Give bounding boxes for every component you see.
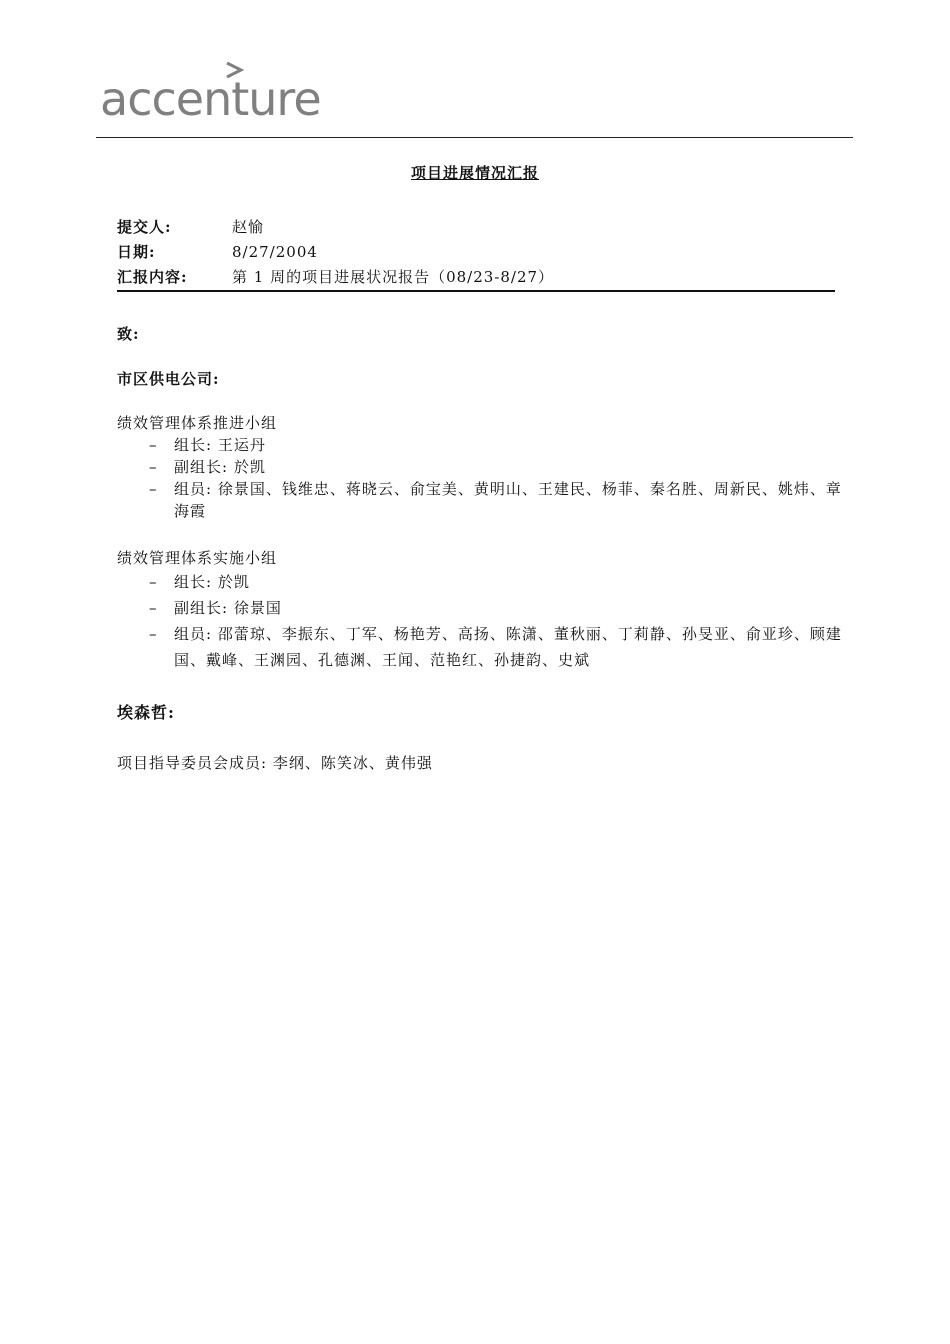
list-item-text: 副组长: 於凯 [174,458,266,476]
accenture-label: 埃森哲: [117,703,175,722]
report-meta [117,215,835,290]
list-item-text: 组员: 邵蕾琼、李振东、丁军、杨艳芳、高扬、陈潇、董秋丽、丁莉静、孙旻亚、俞亚珍、顾建国、戴峰、王渊园、孔德渊、王闻、范艳红、孙捷韵、史斌 [174,625,842,669]
logo-wordmark: accenture [100,72,321,126]
group-implementation [117,547,849,673]
meta-row-content [117,265,835,290]
company-label: 市区供电公司: [117,370,220,388]
list-item [117,569,849,595]
meta-label: 日期: [117,243,156,261]
meta-label: 汇报内容: [117,268,188,286]
group-promotion [117,412,849,522]
group-title: 绩效管理体系推进小组 [117,414,278,432]
member-list [117,569,849,673]
list-item [117,434,849,456]
meta-value: 8/27/2004 [232,243,318,261]
meta-value: 第 1 周的项目进展状况报告（08/23-8/27） [232,268,555,286]
list-item [117,456,849,478]
to-label: 致: [117,325,140,343]
list-item [117,621,849,673]
list-item [117,595,849,621]
list-item-text: 组长: 王运丹 [174,436,266,454]
dash-bullet: – [149,458,158,476]
list-item [117,478,849,522]
committee-members: 项目指导委员会成员: 李纲、陈笑冰、黄伟强 [117,754,433,772]
dash-bullet: – [149,436,158,454]
member-list [117,434,849,522]
page-title: 项目进展情况汇报 [410,164,539,182]
meta-row-submitter [117,215,835,240]
meta-label: 提交人: [117,218,172,236]
dash-bullet: – [149,480,158,498]
dash-bullet: – [149,599,158,617]
dash-bullet: – [149,625,158,643]
group-title: 绩效管理体系实施小组 [117,549,278,567]
header-divider [96,137,853,138]
list-item-text: 副组长: 徐景国 [174,599,282,617]
meta-row-date [117,240,835,265]
list-item-text: 组长: 於凯 [174,573,250,591]
meta-divider [117,290,835,292]
accenture-logo [100,60,320,124]
meta-value: 赵愉 [232,218,265,236]
list-item-text: 组员: 徐景国、钱维忠、蒋晓云、俞宝美、黄明山、王建民、杨菲、秦名胜、周新民、姚炜、章海霞 [174,480,842,520]
dash-bullet: – [149,573,158,591]
